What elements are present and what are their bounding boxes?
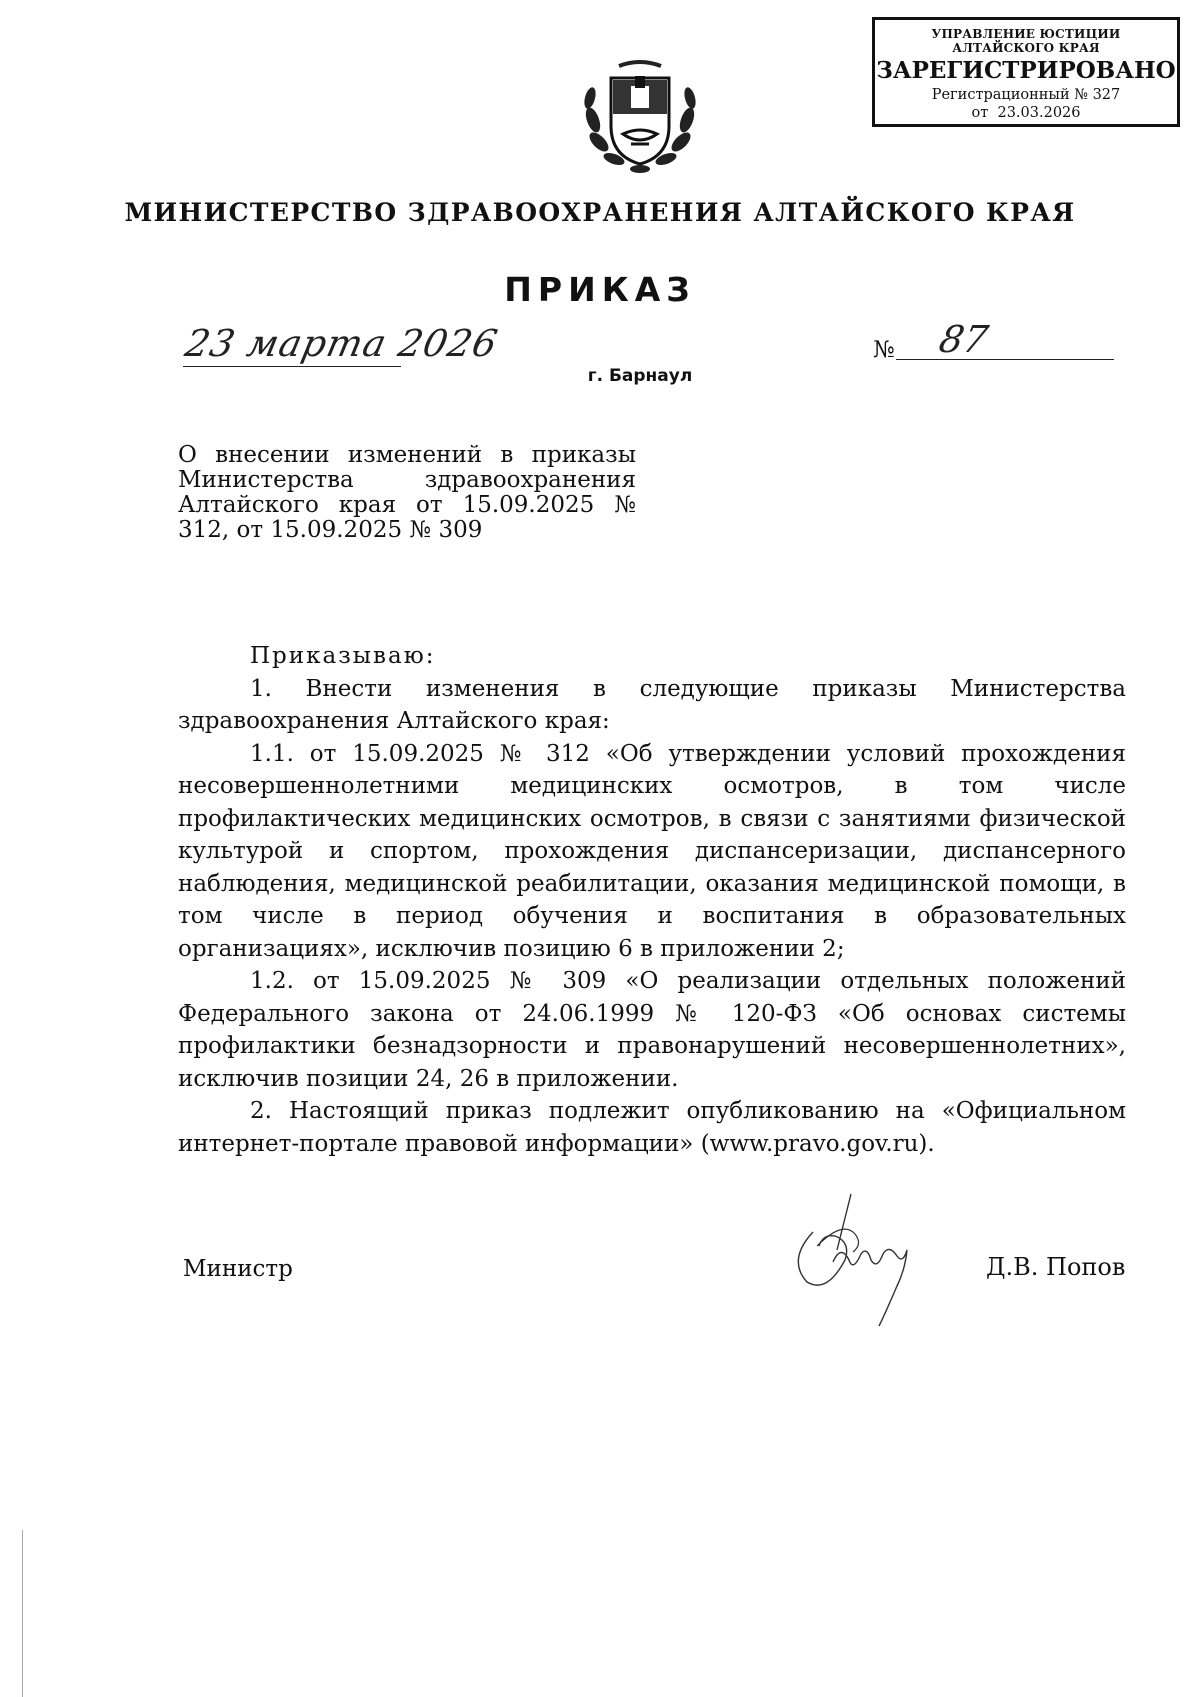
number-label: № <box>873 337 895 363</box>
order-subject: О внесении изменений в приказы Министерства здравоохранения Алтайского края от 15.09.2025 № 312, от 15.09.2025 № 309 <box>178 442 636 543</box>
stamp-department-line1: УПРАВЛЕНИЕ ЮСТИЦИИ <box>931 27 1121 41</box>
handwritten-date: 23 марта 2026 <box>181 322 502 365</box>
stamp-title: ЗАРЕГИСТРИРОВАНО <box>876 57 1176 84</box>
scan-edge-line <box>22 1530 23 1697</box>
handwritten-signature <box>793 1190 933 1330</box>
date-underline <box>183 366 401 367</box>
order-intro: Приказываю: <box>250 643 436 669</box>
paragraph-1-2: 1.2. от 15.09.2025 № 309 «О реализации отдельных положений Федерального закона от 24.06.1999 № 120-ФЗ «Об основах системы профилактики безнадзорности и правонарушений несовершеннолетних», исключив позиции 24, 26 в приложении. <box>178 968 1126 1092</box>
paragraph-2: 2. Настоящий приказ подлежит опубликованию на «Официальном интернет-портале правовой информации» (www.pravo.gov.ru). <box>178 1098 1126 1157</box>
stamp-reg-date: от 23.03.2026 <box>971 105 1081 121</box>
coat-of-arms-emblem <box>579 60 701 178</box>
ministry-name: МИНИСТЕРСТВО ЗДРАВООХРАНЕНИЯ АЛТАЙСКОГО КРАЯ <box>124 198 1076 227</box>
stamp-department <box>875 27 1177 55</box>
paragraph-1: 1. Внести изменения в следующие приказы Министерства здравоохранения Алтайского края: <box>178 675 1126 734</box>
number-underline <box>896 359 1114 360</box>
registration-stamp <box>872 17 1180 127</box>
document-type-title: ПРИКАЗ <box>504 270 696 309</box>
handwritten-number: 87 <box>935 318 992 361</box>
signer-position: Министр <box>183 1256 293 1282</box>
order-body <box>178 640 1126 1160</box>
stamp-department-line2: АЛТАЙСКОГО КРАЯ <box>952 41 1100 55</box>
paragraph-1-1: 1.1. от 15.09.2025 № 312 «Об утверждении условий прохождения несовершеннолетними медицинских осмотров, в том числе профилактических медицинских осмотров, в связи с занятиями физической культурой и спортом, прохождения диспансеризации, диспансерного наблюдения, медицинской реабилитации, оказания медицинской помощи, в том числе в период обучения и воспитания в образовательных организациях», исключив позицию 6 в приложении 2; <box>178 740 1126 962</box>
signer-name: Д.В. Попов <box>986 1253 1126 1281</box>
city: г. Барнаул <box>587 366 693 386</box>
stamp-reg-number: Регистрационный № 327 <box>931 87 1121 103</box>
